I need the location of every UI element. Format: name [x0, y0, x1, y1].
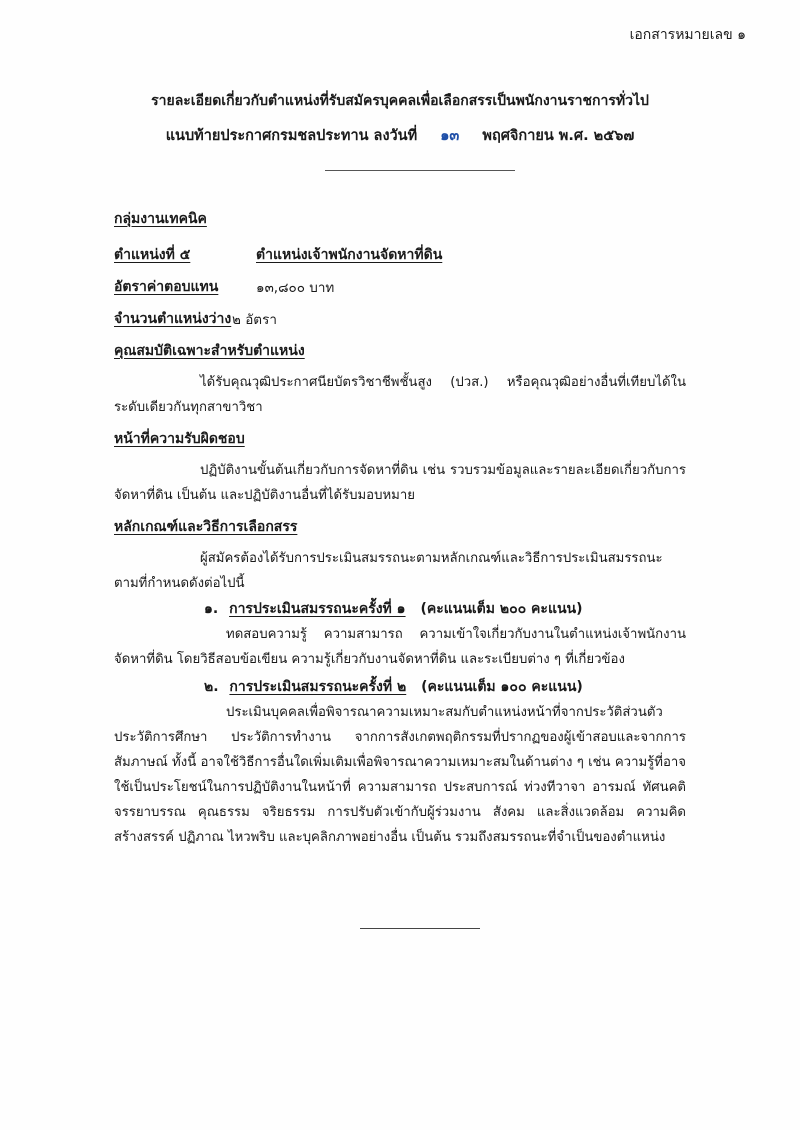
job-group: กลุ่มงานเทคนิค	[114, 211, 207, 227]
position-title: ตำแหน่งเจ้าพนักงานจัดหาที่ดิน	[256, 247, 443, 263]
divider-top	[325, 170, 515, 171]
qualifications-text	[114, 370, 686, 420]
selection-intro-body: ผู้สมัครต้องได้รับการประเมินสมรรถนะตามหลักเกณฑ์และวิธีการประเมินสมรรถนะตามที่กำหนดดังต่อไปนี้	[114, 551, 663, 591]
stage-2-title: การประเมินสมรรถนะครั้งที่ ๒	[229, 679, 407, 695]
selection-heading: หลักเกณฑ์และวิธีการเลือกสรร	[114, 519, 298, 535]
stage-2-body: ประเมินบุคคลเพื่อพิจารณาความเหมาะสมกับตำแหน่งหน้าที่จากประวัติส่วนตัว ประวัติการศึกษา ประวัติการทำงาน จากการสังเกตพฤติกรรมที่ปรากฏของผู้เข้าสอบและจากการสัมภาษณ์ ทั้งนี้ อาจใช้วิธีการอื่นใดเพิ่มเติมเพื่อพิจารณาความเหมาะสมในด้านต่าง ๆ เช่น ความรู้ที่อาจใช้เป็นประโยชน์ในการปฏิบัติงานในหน้าที่ ความสามารถ ประสบการณ์ ท่วงทีวาจา อารมณ์ ทัศนคติ จรรยาบรรณ คุณธรรม จริยธรรม การปรับตัวเข้ากับผู้ร่วมงาน สังคม และสิ่งแวดล้อม ความคิดสร้างสรรค์ ปฏิภาณ ไหวพริบ และบุคลิกภาพอย่างอื่น เป็นต้น รวมถึงสมรรถนะที่จำเป็นของตำแหน่ง	[114, 705, 686, 845]
qualifications-body: ได้รับคุณวุฒิประกาศนียบัตรวิชาชีพชั้นสูง (ปวส.) หรือคุณวุฒิอย่างอื่นที่เทียบได้ในระดับเดียวกันทุกสาขาวิชา	[114, 375, 686, 415]
document-number: เอกสารหมายเลข ๑	[629, 27, 746, 43]
vacancy-label: จำนวนตำแหน่งว่าง	[114, 311, 232, 327]
vacancy-value: ๒ อัตรา	[232, 312, 277, 328]
position-number-label: ตำแหน่งที่ ๕	[114, 247, 191, 263]
stage-1-title: การประเมินสมรรถนะครั้งที่ ๑	[229, 601, 406, 617]
document-subtitle	[0, 124, 800, 147]
stage-2-text	[114, 700, 686, 850]
qualifications-heading: คุณสมบัติเฉพาะสำหรับตำแหน่ง	[114, 343, 305, 359]
responsibilities-body: ปฏิบัติงานขั้นต้นเกี่ยวกับการจัดหาที่ดิน เช่น รวบรวมข้อมูลและรายละเอียดเกี่ยวกับการจัดหาที่ดิน เป็นต้น และปฏิบัติงานอื่นที่ได้รับมอบหมาย	[114, 463, 686, 503]
responsibilities-text	[114, 458, 686, 508]
stage-1-text	[114, 622, 686, 672]
salary-label: อัตราค่าตอบแทน	[114, 279, 219, 295]
stage-1-body: ทดสอบความรู้ ความสามารถ ความเข้าใจเกี่ยวกับงานในตำแหน่งเจ้าพนักงานจัดหาที่ดิน โดยวิธีสอบข้อเขียน ความรู้เกี่ยวกับงานจัดหาที่ดิน และระเบียบต่าง ๆ ที่เกี่ยวข้อง	[114, 627, 686, 667]
selection-intro	[114, 546, 686, 596]
divider-bottom	[360, 928, 480, 929]
stage-1-score: (คะแนนเต็ม ๒๐๐ คะแนน)	[420, 601, 583, 617]
responsibilities-heading: หน้าที่ความรับผิดชอบ	[114, 431, 245, 447]
stage-1-number: ๑.	[204, 601, 219, 617]
announcement-day: ๑๓	[440, 128, 460, 144]
stage-2-score: (คะแนนเต็ม ๑๐๐ คะแนน)	[421, 679, 583, 695]
stage-2-heading	[204, 676, 583, 698]
stage-2-number: ๒.	[204, 679, 219, 695]
salary-value: ๑๓,๘๐๐ บาท	[256, 280, 335, 296]
subtitle-suffix: พฤศจิกายน พ.ศ. ๒๕๖๗	[482, 128, 635, 144]
subtitle-prefix: แนบท้ายประกาศกรมชลประทาน ลงวันที่	[165, 128, 418, 144]
stage-1-heading	[204, 598, 583, 620]
document-title: รายละเอียดเกี่ยวกับตำแหน่งที่รับสมัครบุคคลเพื่อเลือกสรรเป็นพนักงานราชการทั่วไป	[151, 93, 649, 109]
